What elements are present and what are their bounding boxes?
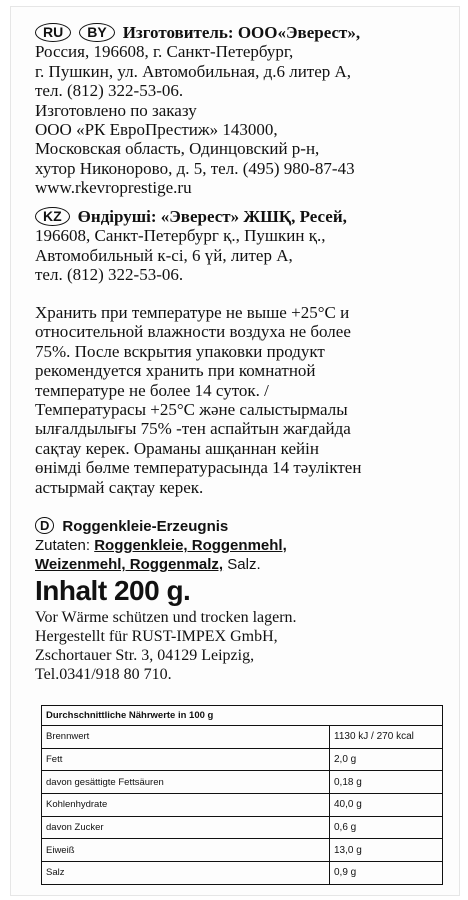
table-row [42, 726, 443, 749]
ingredients-line [35, 536, 455, 555]
text-line: рекомендуется хранить при комнатной [35, 361, 316, 381]
product-title: Roggenkleie-Erzeugnis [62, 518, 229, 535]
text-line: сақтау керек. Ораманы ашқаннан кейін [35, 438, 319, 458]
text-line: температуре не более 14 суток. / [35, 380, 269, 400]
ingredients-allergens: Weizenmehl, Roggenmalz, [35, 556, 224, 573]
country-badge-kz: KZ [35, 207, 70, 226]
nutrient-value: 13,0 g [330, 839, 443, 862]
text-line: Температурасы +25°С және салыстырмалы [35, 400, 348, 420]
text-line: Хранить при температуре не выше +25°С и [35, 303, 350, 322]
nutrient-name: Brennwert [42, 726, 330, 749]
text-line: Изготовлено по заказу [35, 100, 197, 120]
text-line: өнімді бөлме температурасында 14 тәуліктен [35, 458, 362, 478]
manufacturer-kz-block [35, 207, 455, 285]
table-row [42, 771, 443, 794]
nutrition-table [41, 705, 443, 885]
table-row [42, 816, 443, 839]
text-line: тел. (812) 322-53-06. [35, 81, 184, 101]
ingredients-line [35, 555, 455, 574]
nutrition-header: Durchschnittliche Nährwerte in 100 g [42, 706, 443, 726]
country-badge-by: BY [79, 23, 114, 42]
text-line: Hergestellt für RUST-IMPEX GmbH, [35, 628, 278, 645]
table-row [42, 748, 443, 771]
ingredients-allergens: Roggenkleie, Roggenmehl, [94, 537, 287, 554]
nutrient-name: Eiweiß [42, 839, 330, 862]
ingredients-label: Zutaten: [35, 537, 91, 554]
german-block [35, 517, 455, 684]
nutrient-value: 2,0 g [330, 748, 443, 771]
storage-block [35, 303, 455, 497]
text-line: ООО «РК ЕвроПрестиж» 143000, [35, 120, 278, 140]
nutrient-name: davon gesättigte Fettsäuren [42, 771, 330, 794]
country-badge-ru: RU [35, 23, 71, 42]
text-line: Vor Wärme schützen und trocken lagern. [35, 609, 297, 626]
manufacturer-kz-title: Өндіруші: «Эверест» ЖШҚ, Ресей, [77, 207, 347, 226]
text-line: ылғалдылығы 75% -тен аспайтын жағдайда [35, 419, 351, 439]
nutrient-value: 0,9 g [330, 862, 443, 885]
net-content: Inhalt 200 g. [35, 575, 191, 606]
nutrient-name: Salz [42, 862, 330, 885]
text-line: относительной влажности воздуха не более [35, 322, 351, 342]
text-line: г. Пушкин, ул. Автомобильная, д.6 литер А, [35, 61, 352, 81]
manufacturer-ru-block [35, 23, 455, 198]
table-row [42, 839, 443, 862]
text-line: 75%. После вскрытия упаковки продукт [35, 341, 325, 361]
text-line: Zschortauer Str. 3, 04129 Leipzig, [35, 647, 255, 664]
ingredients-rest: Salz. [227, 556, 261, 573]
text-line: Россия, 196608, г. Санкт-Петербург, [35, 42, 294, 62]
product-name-de [35, 517, 455, 536]
text-line: Автомобильный к-сі, 6 үй, литер А, [35, 245, 293, 265]
table-row [42, 862, 443, 885]
nutrient-value: 0,6 g [330, 816, 443, 839]
website-text: www.rkevroprestige.ru [35, 178, 192, 198]
text-line: тел. (812) 322-53-06. [35, 265, 184, 285]
text-line: Tel.0341/918 80 710. [35, 666, 172, 683]
nutrient-name: davon Zucker [42, 816, 330, 839]
country-badge-d: D [35, 517, 54, 534]
text-line: астырмай сақтау керек. [35, 477, 204, 497]
text-line: 196608, Санкт-Петербург қ., Пушкин қ., [35, 226, 326, 246]
manufacturer-ru-line [35, 23, 455, 42]
text-line: хутор Никонорово, д. 5, тел. (495) 980-87-43 [35, 158, 355, 178]
nutrient-value: 1130 kJ / 270 kcal [330, 726, 443, 749]
manufacturer-kz-line [35, 207, 455, 226]
nutrient-name: Kohlenhydrate [42, 794, 330, 817]
nutrition-header-row [42, 706, 443, 726]
product-label [10, 6, 460, 896]
nutrient-value: 0,18 g [330, 771, 443, 794]
text-line: Московская область, Одинцовский р-н, [35, 139, 320, 159]
nutrient-name: Fett [42, 748, 330, 771]
table-row [42, 794, 443, 817]
nutrient-value: 40,0 g [330, 794, 443, 817]
manufacturer-ru-title: Изготовитель: ООО«Эверест», [122, 23, 361, 42]
